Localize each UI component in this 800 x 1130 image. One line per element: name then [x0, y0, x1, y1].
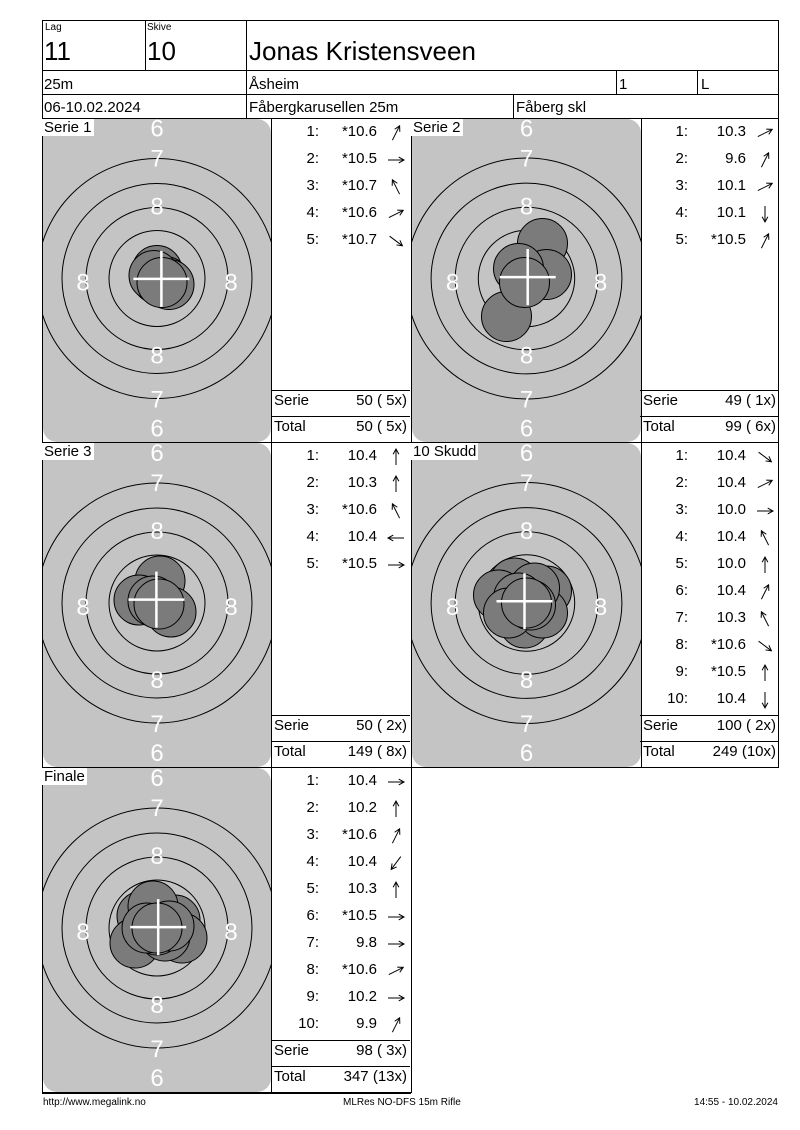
shot-score: 10.3	[716, 609, 746, 626]
summary-value: 149 ( 8x)	[347, 743, 407, 760]
shot-score: 10.0	[716, 501, 746, 518]
shot-hole	[500, 258, 550, 308]
v-rule	[271, 118, 272, 1093]
serie-row	[641, 715, 778, 739]
shot-row	[273, 826, 410, 846]
panel-title: 10 Skudd	[413, 443, 477, 460]
target-svg	[412, 119, 641, 442]
shot-number: 2:	[675, 150, 688, 167]
shot-score: *10.6	[341, 123, 377, 140]
shot-row	[642, 150, 779, 170]
target-face	[43, 768, 271, 1092]
target-face	[412, 443, 641, 767]
summary-label: Total	[274, 743, 306, 760]
shot-score: 9.9	[356, 1015, 377, 1032]
shot-number: 6:	[306, 907, 319, 924]
ring-number: 6	[519, 119, 534, 143]
shot-direction-arrow-icon	[385, 934, 407, 954]
ring-number: 8	[519, 518, 534, 545]
shot-direction-arrow-icon	[385, 528, 407, 548]
summary-rule	[271, 1040, 410, 1041]
v-rule	[697, 70, 698, 94]
ring-number: 6	[150, 740, 164, 767]
ring-number: 7	[150, 145, 164, 173]
ring-number: 8	[150, 843, 164, 870]
shot-number: 1:	[675, 447, 688, 464]
summary-label: Serie	[643, 717, 679, 734]
ring-number: 6	[150, 415, 164, 442]
distance: 25m	[44, 76, 74, 93]
lag-value: 11	[44, 36, 71, 66]
shot-row	[273, 474, 410, 494]
h-rule	[42, 70, 779, 71]
shot-direction-arrow-icon	[385, 799, 407, 819]
ring-number: 7	[150, 386, 164, 414]
ring-number: 8	[593, 594, 608, 621]
v-rule	[145, 20, 146, 70]
shot-hole	[502, 578, 552, 628]
shot-score: 10.4	[716, 690, 746, 707]
target-face	[43, 119, 271, 442]
ring-number: 6	[519, 415, 534, 442]
summary-value: 50 ( 5x)	[356, 418, 407, 435]
shot-number: 1:	[306, 123, 319, 140]
shot-number: 3:	[675, 177, 688, 194]
shot-number: 9:	[306, 988, 319, 1005]
summary-rule	[640, 390, 779, 391]
shot-row	[642, 123, 779, 143]
summary-rule	[271, 416, 410, 417]
shot-row	[273, 231, 410, 251]
summary-label: Total	[643, 743, 675, 760]
shot-number: 5:	[306, 231, 319, 248]
shot-direction-arrow-icon	[385, 826, 407, 846]
shot-number: 3:	[306, 177, 319, 194]
shot-score: 10.4	[347, 772, 377, 789]
shot-number: 5:	[675, 555, 688, 572]
ring-number: 8	[445, 594, 460, 621]
shot-number: 2:	[306, 150, 319, 167]
shot-score: 10.4	[716, 474, 746, 491]
summary-value: 50 ( 5x)	[356, 392, 407, 409]
target-svg	[412, 443, 641, 767]
ring-number: 6	[150, 768, 164, 792]
serie-row	[272, 715, 409, 739]
ring-number: 7	[519, 711, 534, 738]
target-svg	[43, 119, 271, 442]
shot-row	[642, 447, 779, 467]
shot-direction-arrow-icon	[754, 528, 776, 548]
shot-row	[642, 177, 779, 197]
shot-score: *10.5	[710, 231, 746, 248]
shot-number: 9:	[675, 663, 688, 680]
summary-label: Total	[274, 418, 306, 435]
shot-number: 10:	[667, 690, 688, 707]
shot-direction-arrow-icon	[385, 1015, 407, 1035]
shot-row	[273, 177, 410, 197]
shot-row	[273, 1015, 410, 1035]
summary-rule	[271, 715, 410, 716]
shot-direction-arrow-icon	[385, 907, 407, 927]
summary-rule	[640, 715, 779, 716]
shot-score: 9.8	[356, 934, 377, 951]
shot-direction-arrow-icon	[754, 204, 776, 224]
shot-direction-arrow-icon	[385, 150, 407, 170]
shot-number: 8:	[675, 636, 688, 653]
serie-row	[272, 390, 409, 414]
shot-number: 1:	[306, 772, 319, 789]
shot-row	[273, 204, 410, 224]
shot-score: 10.4	[716, 582, 746, 599]
shot-score: 10.2	[347, 988, 377, 1005]
event-name: Fåbergkarusellen 25m	[249, 99, 399, 116]
ring-number: 8	[519, 667, 534, 694]
ring-number: 8	[76, 919, 90, 946]
class-letter: L	[701, 76, 710, 93]
shot-direction-arrow-icon	[385, 231, 407, 251]
h-rule	[42, 94, 779, 95]
venue: Fåberg skl	[516, 99, 587, 116]
shot-number: 5:	[306, 880, 319, 897]
total-row	[272, 416, 409, 440]
shot-direction-arrow-icon	[754, 663, 776, 683]
shot-direction-arrow-icon	[385, 961, 407, 981]
shot-row	[642, 663, 779, 683]
shot-score: 10.4	[716, 447, 746, 464]
shot-score: *10.6	[341, 961, 377, 978]
ring-number: 8	[76, 594, 90, 621]
shot-row	[273, 988, 410, 1008]
summary-value: 347 (13x)	[343, 1068, 407, 1085]
shot-row	[273, 880, 410, 900]
shot-direction-arrow-icon	[754, 501, 776, 521]
shot-direction-arrow-icon	[385, 123, 407, 143]
shot-row	[642, 474, 779, 494]
shot-number: 7:	[675, 609, 688, 626]
shot-direction-arrow-icon	[754, 447, 776, 467]
shot-row	[642, 690, 779, 710]
summary-rule	[271, 390, 410, 391]
shot-score: 10.4	[347, 528, 377, 545]
shot-direction-arrow-icon	[385, 501, 407, 521]
summary-label: Serie	[274, 1042, 310, 1059]
summary-label: Serie	[274, 717, 310, 734]
summary-rule	[271, 741, 410, 742]
shot-hole	[134, 579, 184, 629]
target-svg	[43, 768, 271, 1092]
shot-number: 5:	[675, 231, 688, 248]
shot-score: 10.4	[716, 528, 746, 545]
target-svg	[43, 443, 271, 767]
shot-row	[273, 772, 410, 792]
shot-row	[642, 582, 779, 602]
ring-number: 6	[519, 443, 534, 467]
ring-number: 7	[150, 470, 164, 497]
ring-number: 8	[224, 594, 238, 621]
shot-direction-arrow-icon	[385, 988, 407, 1008]
shot-number: 1:	[675, 123, 688, 140]
shot-number: 2:	[306, 799, 319, 816]
panel-title: Serie 2	[413, 119, 461, 136]
shot-row	[273, 123, 410, 143]
shot-direction-arrow-icon	[754, 555, 776, 575]
shot-number: 3:	[306, 501, 319, 518]
summary-value: 100 ( 2x)	[716, 717, 776, 734]
shot-direction-arrow-icon	[385, 447, 407, 467]
shot-number: 10:	[298, 1015, 319, 1032]
v-rule	[513, 94, 514, 118]
shot-direction-arrow-icon	[754, 123, 776, 143]
shot-number: 5:	[306, 555, 319, 572]
ring-number: 7	[519, 386, 534, 414]
summary-value: 99 ( 6x)	[725, 418, 776, 435]
shot-row	[642, 555, 779, 575]
shot-number: 4:	[675, 204, 688, 221]
shot-direction-arrow-icon	[385, 880, 407, 900]
summary-label: Total	[274, 1068, 306, 1085]
shot-row	[642, 528, 779, 548]
shot-score: *10.6	[341, 204, 377, 221]
shot-score: 9.6	[725, 150, 746, 167]
summary-value: 249 (10x)	[712, 743, 776, 760]
summary-rule	[640, 416, 779, 417]
ring-number: 8	[519, 193, 534, 221]
v-rule	[616, 70, 617, 94]
ring-number: 7	[150, 1036, 164, 1063]
shot-score: 10.4	[347, 853, 377, 870]
shot-direction-arrow-icon	[754, 636, 776, 656]
shot-score: 10.3	[716, 123, 746, 140]
summary-label: Serie	[643, 392, 679, 409]
ring-number: 8	[76, 269, 90, 297]
target-face	[43, 443, 271, 767]
shot-score: 10.3	[347, 474, 377, 491]
shot-direction-arrow-icon	[754, 231, 776, 251]
shot-row	[273, 961, 410, 981]
v-rule	[411, 767, 412, 1092]
shot-direction-arrow-icon	[754, 150, 776, 170]
shot-score: 10.2	[347, 799, 377, 816]
shot-direction-arrow-icon	[754, 474, 776, 494]
shot-score: *10.5	[341, 150, 377, 167]
shot-score: 10.3	[347, 880, 377, 897]
ring-number: 6	[519, 740, 534, 767]
ring-number: 8	[150, 342, 164, 370]
h-rule	[42, 20, 779, 21]
v-rule	[246, 20, 247, 118]
shot-score: *10.6	[341, 826, 377, 843]
ring-number: 8	[224, 269, 238, 297]
event-dates: 06-10.02.2024	[44, 99, 141, 116]
shot-row	[642, 231, 779, 251]
shot-row	[273, 907, 410, 927]
shot-score: *10.6	[341, 501, 377, 518]
shot-score: *10.7	[341, 177, 377, 194]
shot-row	[273, 150, 410, 170]
ring-number: 8	[150, 518, 164, 545]
shot-row	[642, 636, 779, 656]
shot-row	[642, 204, 779, 224]
shot-number: 4:	[306, 204, 319, 221]
shot-number: 3:	[675, 501, 688, 518]
ring-number: 8	[519, 342, 534, 370]
panel-title: Serie 3	[44, 443, 92, 460]
shot-number: 8:	[306, 961, 319, 978]
shot-score: *10.5	[341, 555, 377, 572]
summary-rule	[271, 1066, 410, 1067]
shot-number: 6:	[675, 582, 688, 599]
ring-number: 6	[150, 443, 164, 467]
shot-score: 10.1	[716, 204, 746, 221]
ring-number: 8	[445, 269, 460, 297]
shot-row	[273, 853, 410, 873]
ring-number: 6	[150, 119, 164, 143]
shot-number: 2:	[675, 474, 688, 491]
shot-direction-arrow-icon	[385, 474, 407, 494]
shot-row	[273, 555, 410, 575]
total-row	[272, 1066, 409, 1090]
ring-number: 7	[150, 795, 164, 822]
ring-number: 8	[150, 193, 164, 221]
footer-software: MLRes NO-DFS 15m Rifle	[343, 1097, 461, 1108]
shot-score: 10.0	[716, 555, 746, 572]
shot-score: *10.7	[341, 231, 377, 248]
shot-row	[642, 609, 779, 629]
shot-direction-arrow-icon	[385, 204, 407, 224]
target-face	[412, 119, 641, 442]
shot-score: *10.5	[710, 663, 746, 680]
skive-label: Skive	[147, 22, 172, 33]
shot-row	[273, 528, 410, 548]
shot-row	[273, 799, 410, 819]
summary-value: 49 ( 1x)	[725, 392, 776, 409]
class-number: 1	[619, 76, 628, 93]
shooter-name: Jonas Kristensveen	[249, 36, 476, 66]
ring-number: 8	[224, 919, 238, 946]
shot-score: 10.4	[347, 447, 377, 464]
shot-number: 1:	[306, 447, 319, 464]
panel-title: Finale	[44, 768, 85, 785]
footer-timestamp: 14:55 - 10.02.2024	[694, 1097, 778, 1108]
summary-label: Serie	[274, 392, 310, 409]
shot-direction-arrow-icon	[385, 853, 407, 873]
total-row	[641, 416, 778, 440]
footer-url[interactable]: http://www.megalink.no	[43, 1097, 146, 1108]
ring-number: 8	[150, 667, 164, 694]
summary-value: 50 ( 2x)	[356, 717, 407, 734]
lag-label: Lag	[45, 22, 62, 33]
summary-label: Total	[643, 418, 675, 435]
skive-value: 10	[147, 36, 176, 66]
ring-number: 7	[150, 711, 164, 738]
shot-direction-arrow-icon	[385, 772, 407, 792]
shot-direction-arrow-icon	[385, 177, 407, 197]
shot-direction-arrow-icon	[754, 582, 776, 602]
shot-direction-arrow-icon	[385, 555, 407, 575]
ring-number: 8	[150, 992, 164, 1019]
club: Åsheim	[249, 76, 300, 93]
shot-direction-arrow-icon	[754, 609, 776, 629]
ring-number: 6	[150, 1065, 164, 1092]
serie-row	[272, 1040, 409, 1064]
panel-title: Serie 1	[44, 119, 92, 136]
shot-row	[273, 447, 410, 467]
shot-score: 10.1	[716, 177, 746, 194]
h-rule	[42, 1093, 411, 1094]
shot-score: *10.6	[710, 636, 746, 653]
summary-value: 98 ( 3x)	[356, 1042, 407, 1059]
shot-score: *10.5	[341, 907, 377, 924]
shot-row	[642, 501, 779, 521]
ring-number: 7	[519, 145, 534, 173]
total-row	[641, 741, 778, 765]
total-row	[272, 741, 409, 765]
shot-number: 3:	[306, 826, 319, 843]
shot-direction-arrow-icon	[754, 177, 776, 197]
ring-number: 8	[593, 269, 608, 297]
shot-number: 4:	[306, 853, 319, 870]
shot-number: 4:	[306, 528, 319, 545]
shot-number: 7:	[306, 934, 319, 951]
shot-row	[273, 934, 410, 954]
shot-direction-arrow-icon	[754, 690, 776, 710]
shot-row	[273, 501, 410, 521]
shot-number: 4:	[675, 528, 688, 545]
summary-rule	[640, 741, 779, 742]
serie-row	[641, 390, 778, 414]
shot-number: 2:	[306, 474, 319, 491]
ring-number: 7	[519, 470, 534, 497]
